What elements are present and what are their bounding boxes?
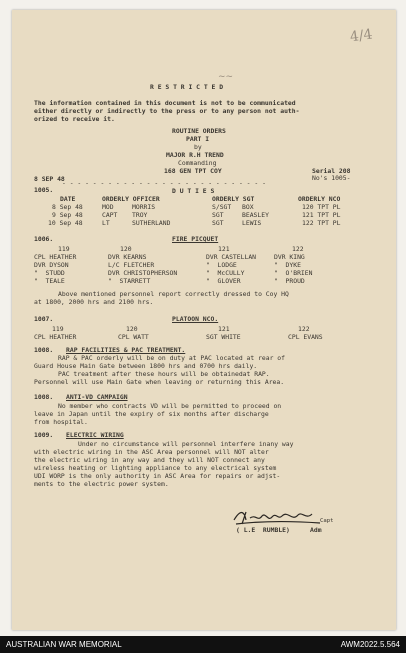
sgt-rank: SGT xyxy=(212,219,224,227)
col-orderly-nco: ORDERLY NCO xyxy=(298,195,341,203)
platoon-nco-name: CPL HEATHER xyxy=(34,333,77,341)
picquet-cell: " STARRETT xyxy=(108,277,151,285)
platoon-nco-name: SGT WHITE xyxy=(206,333,241,341)
sgt-name: BOX xyxy=(242,203,254,211)
orders-by: by xyxy=(194,143,202,151)
officer-rank: LT xyxy=(102,219,110,227)
document-date: 8 SEP 48 xyxy=(34,175,65,183)
handwritten-signature xyxy=(232,506,324,528)
section-number: 1006. xyxy=(34,235,54,243)
wiring-line: UDI WORP is the only authority in ASC Area for repairs or adjst- xyxy=(34,472,281,480)
picquet-cell: DVR CASTELLAN xyxy=(206,253,257,261)
section-number: 1008. xyxy=(34,393,54,401)
divider: - - - - - - - - - - - - - - - - - - - - - - - - - - - xyxy=(62,179,266,187)
wiring-heading: ELECTRIC WIRING xyxy=(66,431,124,439)
wiring-line: with electric wiring in the ASC Area personnel will NOT alter xyxy=(34,448,269,456)
nco-unit: 122 TPT PL xyxy=(302,219,341,227)
picquet-cell: DVR KEARNS xyxy=(108,253,147,261)
platoon-col: 121 xyxy=(218,245,230,253)
nco-unit: 121 TPT PL xyxy=(302,211,341,219)
officer-name: SUTHERLAND xyxy=(132,219,171,227)
vd-line: leave in Japan until the expiry of six months after discharge xyxy=(34,410,269,418)
signatory-rank: Capt xyxy=(320,518,334,524)
vd-heading: ANTI-VD CAMPAIGN xyxy=(66,393,128,401)
serial-number: Serial 208 xyxy=(312,167,351,175)
picquet-cell: DVR KING xyxy=(274,253,305,261)
picquet-cell: L/C FLETCHER xyxy=(108,261,155,269)
col-orderly-officer: ORDERLY OFFICER xyxy=(102,195,160,203)
classification-heading: R E S T R I C T E D xyxy=(150,83,224,91)
rap-line: Guard House Main Gate between 1800 hrs and 0700 hrs daily. xyxy=(34,362,258,370)
platoon-col: 120 xyxy=(126,325,138,333)
section-number: 1007. xyxy=(34,315,54,323)
platoon-col: 119 xyxy=(58,245,70,253)
picquet-cell: " STUDD xyxy=(34,269,65,277)
picquet-cell: " DYKE xyxy=(274,261,301,269)
platoon-nco-name: CPL WATT xyxy=(118,333,149,341)
officer-rank: MOD xyxy=(102,203,114,211)
commander-role: Commanding xyxy=(178,159,217,167)
archive-name: AUSTRALIAN WAR MEMORIAL xyxy=(6,640,122,649)
picquet-cell: " O'BRIEN xyxy=(274,269,313,277)
notice-line-3: orized to receive it. xyxy=(34,115,115,123)
picquet-cell: DVR DYSON xyxy=(34,261,69,269)
picquet-cell: " GLOVER xyxy=(206,277,241,285)
rap-line: Personnel will use Main Gate when leaving or returning this Area. xyxy=(34,378,285,386)
section-number: 1008. xyxy=(34,346,54,354)
sgt-rank: SGT xyxy=(212,211,224,219)
duties-heading: D U T I E S xyxy=(172,187,215,195)
picquet-cell: " LODGE xyxy=(206,261,237,269)
duty-date: 10 Sep 48 xyxy=(48,219,83,227)
fire-picquet-heading: FIRE PICQUET xyxy=(172,235,219,243)
archive-reference: AWM2022.5.564 xyxy=(340,640,400,649)
section-number: 1005. xyxy=(34,186,54,194)
platoon-nco-name: CPL EVANS xyxy=(288,333,323,341)
wiring-line: Under no circumstance will personnel interfere inany way xyxy=(78,440,294,448)
col-orderly-sgt: ORDERLY SGT xyxy=(212,195,255,203)
picquet-cell: " TEALE xyxy=(34,277,65,285)
nco-unit: 120 TPT PL xyxy=(302,203,341,211)
picquet-cell: CPL HEATHER xyxy=(34,253,77,261)
signatory-name: ( L.E RUMBLE) xyxy=(236,526,290,534)
notice-line-1: The information contained in this document is not to be communicated xyxy=(34,99,296,107)
picquet-cell: " McCULLY xyxy=(206,269,245,277)
picquet-cell: " PROUD xyxy=(274,277,305,285)
picquet-note-2: at 1800, 2000 hrs and 2100 hrs. xyxy=(34,298,154,306)
commander-name: MAJOR R.H TREND xyxy=(166,151,224,159)
sgt-name: BEASLEY xyxy=(242,211,269,219)
officer-rank: CAPT xyxy=(102,211,118,219)
platoon-col: 122 xyxy=(298,325,310,333)
col-date: DATE xyxy=(60,195,76,203)
section-number: 1009. xyxy=(34,431,54,439)
picquet-note-1: Above mentioned personnel report correctly dressed to Coy HQ xyxy=(58,290,289,298)
handwritten-page-number: 4/4 xyxy=(348,26,374,46)
wiring-line: wireless heating or lighting appliance to any electrical system xyxy=(34,464,277,472)
rap-line: RAP & PAC orderly will be on duty at PAC located at rear of xyxy=(58,354,286,362)
platoon-col: 121 xyxy=(218,325,230,333)
vd-line: No member who contracts VD will be permitted to proceed on xyxy=(58,402,282,410)
platoon-col: 119 xyxy=(52,325,64,333)
archive-footer xyxy=(0,636,406,653)
duty-date: 9 Sep 48 xyxy=(52,211,83,219)
duty-date: 8 Sep 48 xyxy=(52,203,83,211)
platoon-nco-heading: PLATOON NCO. xyxy=(172,315,219,323)
officer-name: MORRIS xyxy=(132,203,156,211)
picquet-cell: DVR CHRISTOPHERSON xyxy=(108,269,178,277)
platoon-col: 122 xyxy=(292,245,304,253)
order-numbers: No's 1005- xyxy=(312,174,351,182)
sgt-rank: S/SGT xyxy=(212,203,232,211)
notice-line-2: either directly or indirectly to the press or to any person not auth- xyxy=(34,107,300,115)
handwritten-mark: ~~ xyxy=(218,72,234,82)
wiring-line: the electric wiring in any way and they will NOT connect any xyxy=(34,456,265,464)
orders-title: ROUTINE ORDERS xyxy=(172,127,226,135)
orders-part: PART I xyxy=(186,135,210,143)
platoon-col: 120 xyxy=(120,245,132,253)
wiring-line: ments to the electric power system. xyxy=(34,480,169,488)
rap-line: PAC treatment after these hours will be obtainedat RAP. xyxy=(58,370,270,378)
signatory-role: Adm xyxy=(310,526,322,534)
rap-heading: RAP FACILITIES & PAC TREATMENT. xyxy=(66,346,186,354)
officer-name: TROY xyxy=(132,211,148,219)
sgt-name: LEWIS xyxy=(242,219,262,227)
unit-name: 168 GEN TPT COY xyxy=(164,167,222,175)
vd-line: from hospital. xyxy=(34,418,88,426)
